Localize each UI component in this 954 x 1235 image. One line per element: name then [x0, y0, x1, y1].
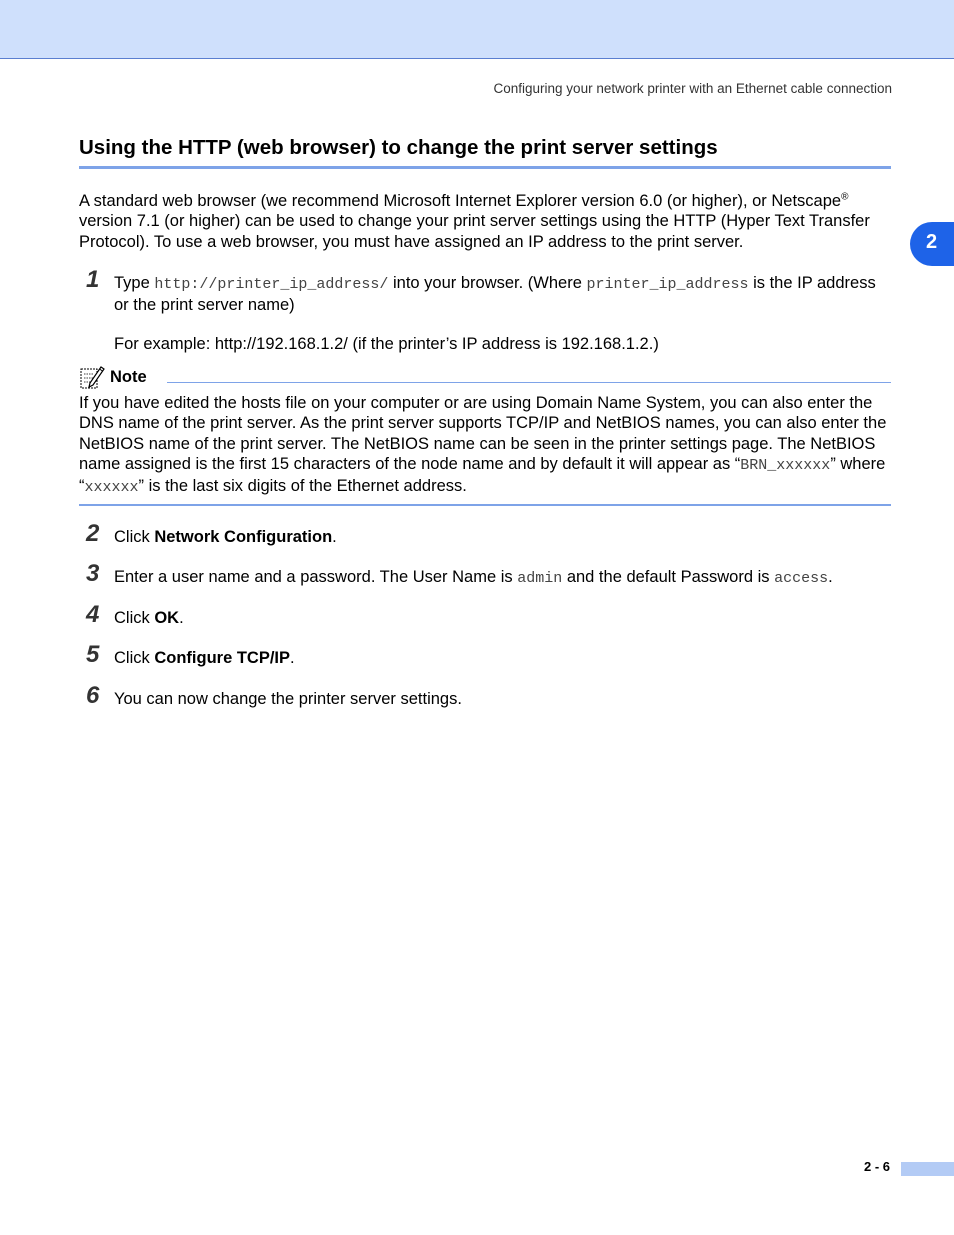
step-number: 1	[86, 266, 100, 293]
header-band	[0, 0, 954, 59]
intro-paragraph: A standard web browser (we recommend Microsoft Internet Explorer version 6.0 (or higher), or Netscape® version 7.1 (or higher) can be used to change your print server settings using the HTTP (Hyper Text Transfer Protocol). To use a web browser, you must have assigned an IP address to the print server.	[79, 191, 870, 251]
step-2-text: Click Network Configuration.	[114, 528, 337, 546]
step-number: 4	[86, 601, 100, 628]
step-6-text: You can now change the printer server settings.	[114, 690, 462, 708]
note-text: If you have edited the hosts file on your computer or are using Domain Name System, you can also enter the DNS name of the print server. As the print server supports TCP/IP and NetBIOS names, you can also enter the NetBIOS name of the print server. The NetBIOS name can be seen in the printer settings page. The NetBIOS name assigned is the first 15 characters of the node name and by default it will appear as “BRN_xxxxxx” where “xxxxxx” is the last six digits of the Ethernet address.	[79, 394, 887, 497]
step-5-text: Click Configure TCP/IP.	[114, 649, 295, 667]
chapter-tab	[910, 222, 954, 266]
running-header: Configuring your network printer with an Ethernet cable connection	[493, 81, 892, 96]
step-3-text: Enter a user name and a password. The User Name is admin and the default Password is access.	[114, 568, 833, 587]
step-number: 2	[86, 520, 100, 547]
note-divider	[167, 382, 891, 383]
step-4-text: Click OK.	[114, 609, 184, 627]
note-bottom-rule	[79, 504, 891, 506]
step-number: 3	[86, 560, 100, 587]
step-1-text: Type http://printer_ip_address/ into your browser. (Where printer_ip_address is the IP address or the print server name)	[114, 274, 876, 315]
note-pencil-icon	[79, 364, 105, 390]
page-tab	[901, 1162, 954, 1176]
section-title: Using the HTTP (web browser) to change the print server settings	[79, 136, 891, 169]
note-label: Note	[110, 368, 147, 386]
step-1-example: For example: http://192.168.1.2/ (if the printer’s IP address is 192.168.1.2.)	[114, 335, 659, 353]
chapter-number: 2	[926, 231, 938, 253]
step-number: 6	[86, 682, 100, 709]
step-number: 5	[86, 641, 100, 668]
page-number: 2 - 6	[864, 1159, 891, 1174]
